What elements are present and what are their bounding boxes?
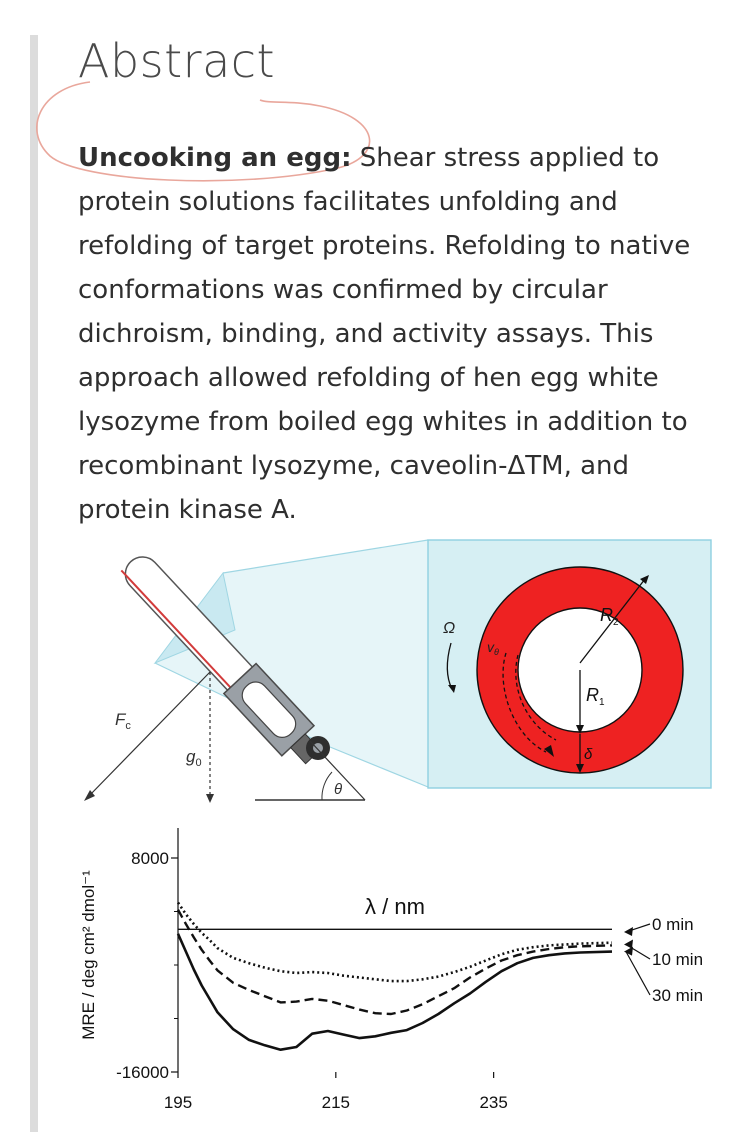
legend-pointer-head <box>624 939 633 948</box>
r1-label: $R_1$ <box>586 685 605 708</box>
abstract-lead: Uncooking an egg: <box>78 143 352 173</box>
legend-pointer <box>626 952 650 995</box>
legend-label: 10 min <box>652 950 704 969</box>
projection-wedge <box>155 540 428 787</box>
y-axis-label: MRE / deg cm² dmol⁻¹ <box>79 870 98 1040</box>
theta-label: θ <box>334 781 343 798</box>
v-theta-label: $v_\theta$ <box>487 639 499 657</box>
g0-arrowhead <box>206 794 214 803</box>
delta-label: δ <box>584 746 593 763</box>
theta-arc <box>322 772 332 800</box>
fc-label: $F_c$ <box>115 710 131 732</box>
plot-axes <box>79 828 612 1112</box>
series-line-10-min <box>178 910 612 1014</box>
y-tick-label: -16000 <box>116 1063 169 1082</box>
x-tick-label: 215 <box>321 1093 351 1112</box>
abstract-heading: Abstract <box>78 34 276 88</box>
motor-hub <box>313 743 323 753</box>
r2-label: $R_2$ <box>600 605 619 628</box>
legend-label: 30 min <box>652 986 704 1005</box>
legend-pointer-head <box>624 927 633 936</box>
x-tick-label: 195 <box>163 1093 193 1112</box>
series-line-30-min <box>178 934 612 1050</box>
x-tick-label: 235 <box>479 1093 508 1112</box>
fc-arrow <box>88 672 210 797</box>
legend-label: 0 min <box>652 915 694 934</box>
plot-legend <box>624 915 703 1005</box>
cd-spectrum-chart <box>60 828 730 1118</box>
plot-series <box>178 903 612 1050</box>
abstract-body <box>78 136 708 532</box>
x-axis-label: λ / nm <box>365 894 425 919</box>
vortex-schematic <box>60 535 720 817</box>
legend-pointer-head <box>624 947 633 956</box>
y-tick-label: 8000 <box>131 849 169 868</box>
omega-label: Ω <box>443 620 456 637</box>
g0-label: $g_0$ <box>186 747 202 769</box>
abstract-text: Shear stress applied to protein solutions facilitates unfolding and refolding of target proteins. Refolding to native conformations was confirmed by circular dichroism, binding, and activity assays. This approach allowed refolding of hen egg white lysozyme from boiled egg whites in addition to recombinant lysozyme, caveolin-ΔTM, and protein kinase A. <box>78 143 691 525</box>
